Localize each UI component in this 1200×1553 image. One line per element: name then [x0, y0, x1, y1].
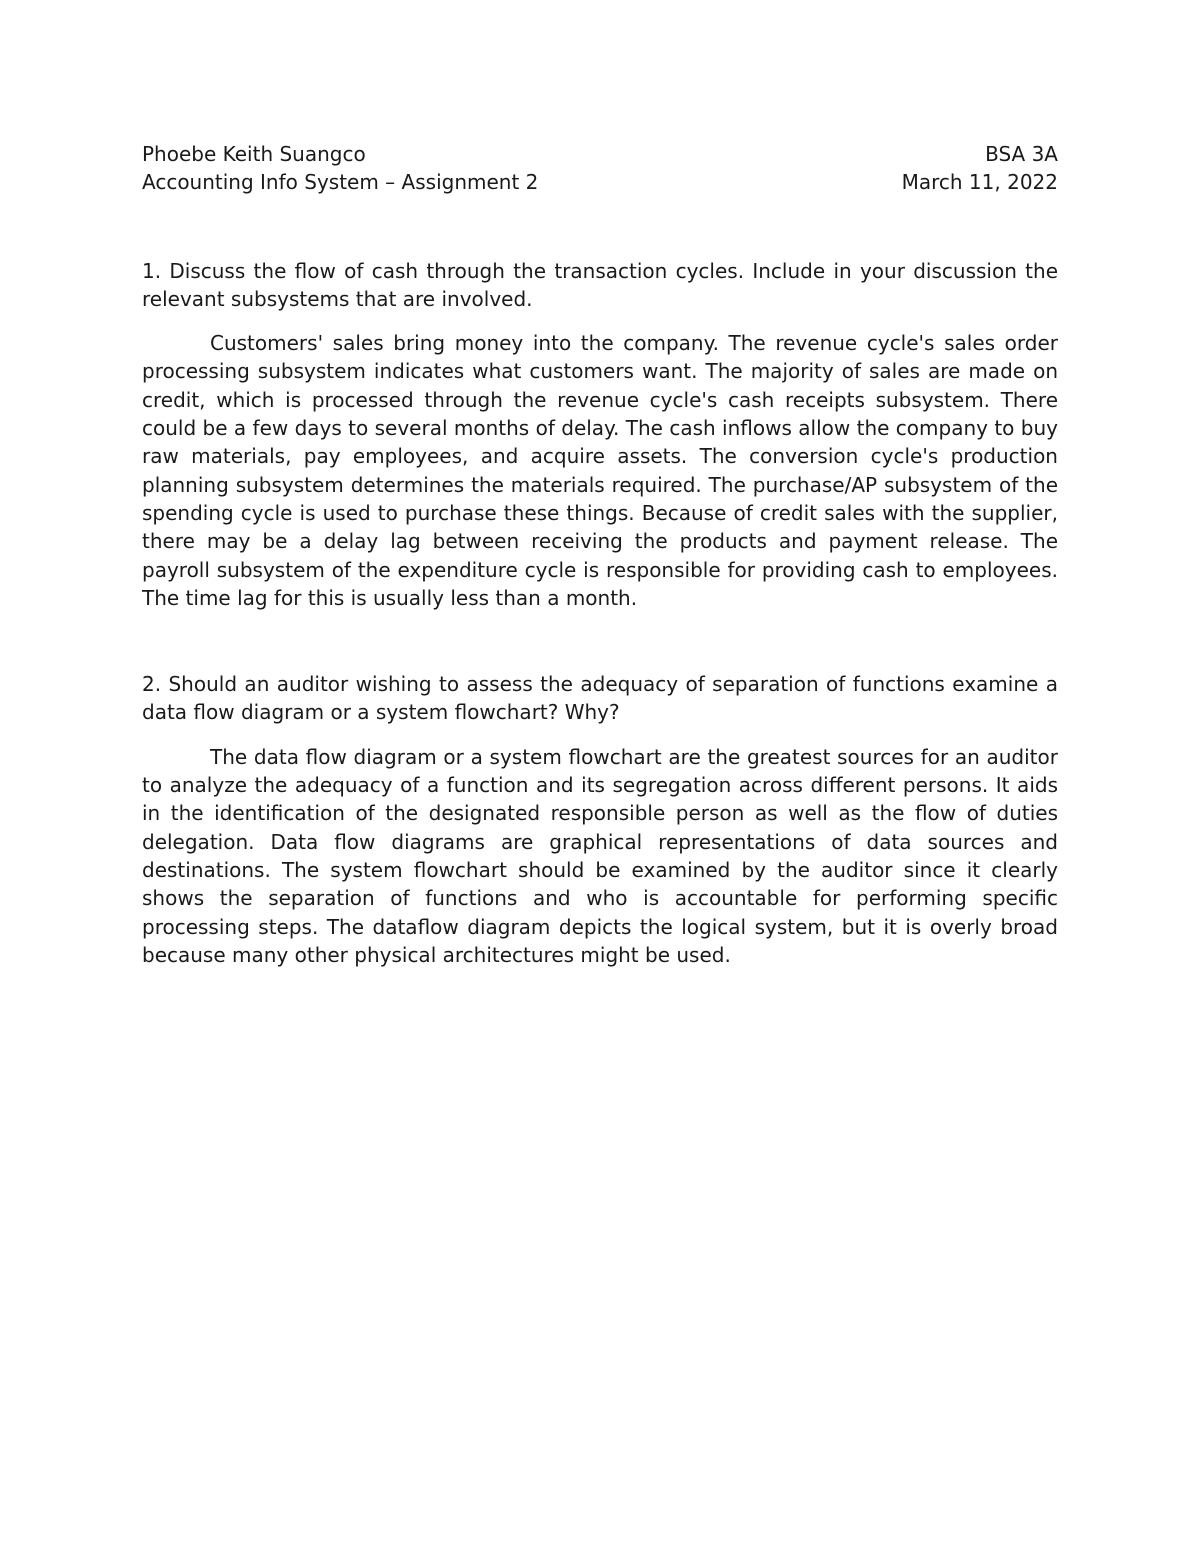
document-header [142, 140, 1058, 197]
question-2-prompt: 2. Should an auditor wishing to assess the adequacy of separation of functions examine a data flow diagram or a system flowchart? Why? [142, 672, 1058, 725]
header-row-1 [142, 140, 1058, 168]
document-page [142, 140, 1058, 969]
question-1-answer: Customers' sales bring money into the company. The revenue cycle's sales order processing subsystem indicates what customers want. The majority of sales are made on credit, which is processed through the revenue cycle's cash receipts subsystem. There could be a few days to several months of delay. The cash inflows allow the company to buy raw materials, pay employees, and acquire assets. The conversion cycle's production planning subsystem determines the materials required. The purchase/AP subsystem of the spending cycle is used to purchase these things. Because of credit sales with the supplier, there may be a delay lag between receiving the products and payment release. The payroll subsystem of the expenditure cycle is responsible for providing cash to employees. The time lag for this is usually less than a month. [142, 331, 1058, 610]
document-date: March 11, 2022 [901, 170, 1058, 195]
course-title: Accounting Info System – Assignment 2 [142, 170, 539, 195]
student-name: Phoebe Keith Suangco [142, 142, 366, 166]
student-section: BSA 3A [985, 142, 1058, 166]
question-2-answer: The data flow diagram or a system flowchart are the greatest sources for an auditor to analyze the adequacy of a function and its segregation across different persons. It aids in the identification of the designated responsible person as well as the flow of duties delegation. Data flow diagrams are graphical representations of data sources and destinations. The system flowchart should be examined by the auditor since it clearly shows the separation of functions and who is accountable for performing specific processing steps. The dataflow diagram depicts the logical system, but it is overly broad because many other physical architectures might be used. [142, 744, 1058, 967]
question-1-prompt: 1. Discuss the flow of cash through the transaction cycles. Include in your discussion the relevant subsystems that are involved. [142, 258, 1058, 311]
header-row-2 [142, 168, 1058, 196]
